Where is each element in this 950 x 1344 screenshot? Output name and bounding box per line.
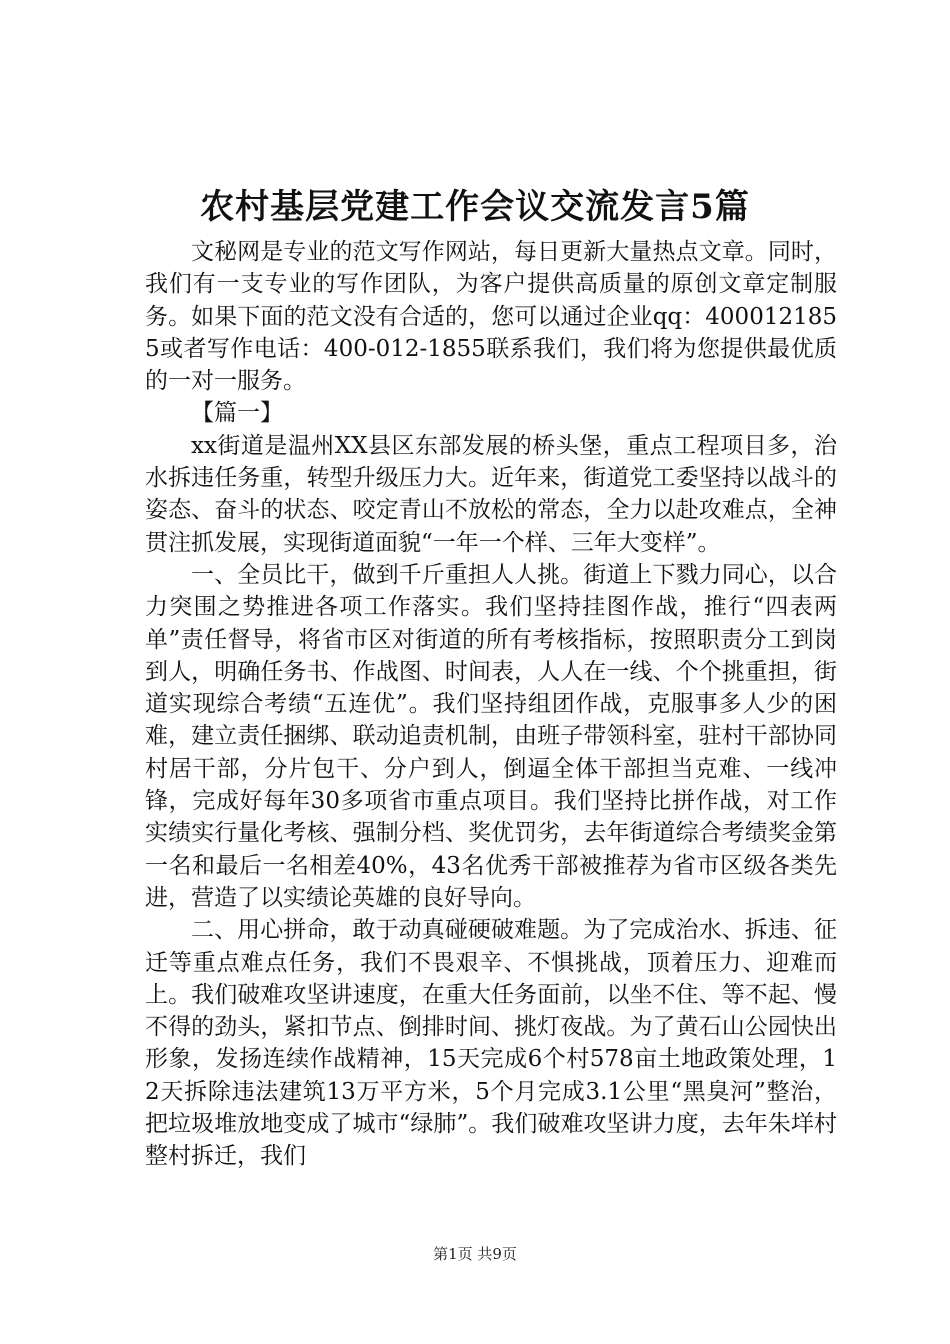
body-paragraph: 二、用心拼命，敢于动真碰硬破难题。为了完成治水、拆违、征迁等重点难点任务，我们不畏艰辛、不惧挑战，顶着压力、迎难而上。我们破难攻坚讲速度，在重大任务面前，以坐不住、等不起、慢不得的劲头，紧扣节点、倒排时间、挑灯夜战。为了黄石山公园快出形象，发扬连续作战精神，15天完成6个村578亩土地政策处理，12天拆除违法建筑13万平方米，5个月完成3.1公里“黑臭河”整治，把垃圾堆放地变成了城市“绿肺”。我们破难攻坚讲力度，去年朱垟村整村拆迁，我们 bbox=[145, 917, 837, 1170]
document-title: 农村基层党建工作会议交流发言5篇 bbox=[200, 187, 750, 227]
body-paragraph: 一、全员比干，做到千斤重担人人挑。街道上下戮力同心，以合力突围之势推进各项工作落实。我们坚持挂图作战，推行“四表两单”责任督导，将省市区对街道的所有考核指标，按照职责分工到岗到人，明确任务书、作战图、时间表，人人在一线、个个挑重担，街道实现综合考绩“五连优”。我们坚持组团作战，克服事多人少的困难，建立责任捆绑、联动追责机制，由班子带领科室，驻村干部协同村居干部，分片包干、分户到人，倒逼全体干部担当克难、一线冲锋，完成好每年30多项省市重点项目。我们坚持比拼作战，对工作实绩实行量化考核、强制分档、奖优罚劣，去年街道综合考绩奖金第一名和最后一名相差40%，43名优秀干部被推荐为省市区级各类先进，营造了以实绩论英雄的良好导向。 bbox=[145, 561, 837, 911]
document-body bbox=[145, 236, 837, 1173]
section-heading: 【篇一】 bbox=[191, 400, 283, 427]
body-paragraph: xx街道是温州XX县区东部发展的桥头堡，重点工程项目多，治水拆违任务重，转型升级压力大。近年来，街道党工委坚持以战斗的姿态、奋斗的状态、咬定青山不放松的常态，全力以赴攻难点，全神贯注抓发展，实现街道面貌“一年一个样、三年大变样”。 bbox=[145, 432, 837, 556]
page-footer: 第1页 共9页 bbox=[433, 1245, 517, 1263]
intro-paragraph: 文秘网是专业的范文写作网站，每日更新大量热点文章。同时，我们有一支专业的写作团队，为客户提供高质量的原创文章定制服务。如果下面的范文没有合适的，您可以通过企业qq：4000121855或者写作电话：400-012-1855联系我们，我们将为您提供最优质的一对一服务。 bbox=[145, 239, 837, 395]
